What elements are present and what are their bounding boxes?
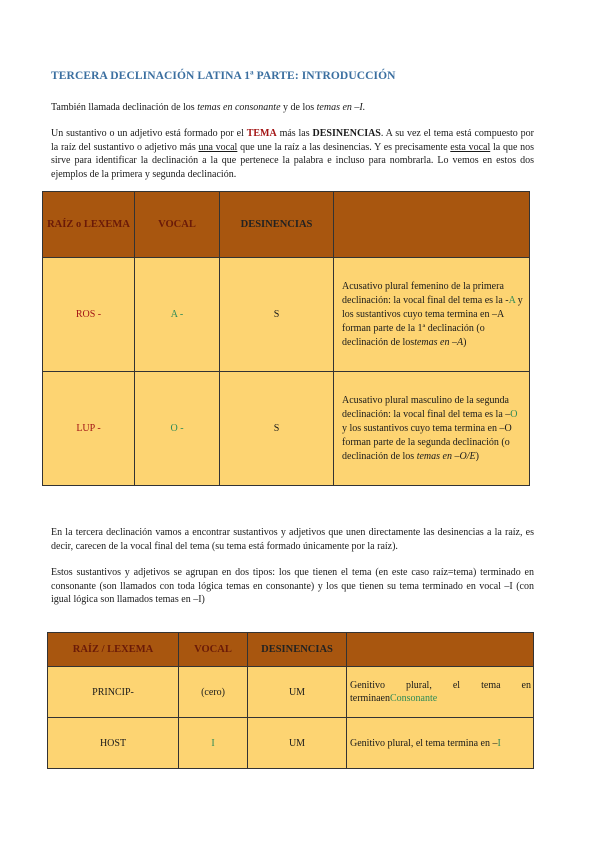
header-raiz: RAÍZ / LEXEMA <box>48 633 179 667</box>
desc-vowel: A <box>508 294 516 306</box>
desc-text: Acusativo plural femenino de la primera declinación: la vocal final del tema es la - <box>342 280 509 306</box>
raiz-cell: ROS - <box>43 258 135 372</box>
intro-text: También llamada declinación de los <box>51 102 198 113</box>
raiz-cell: LUP - <box>43 372 135 486</box>
desc-consonant: Consonante <box>389 693 438 704</box>
intro-paragraph <box>51 101 534 115</box>
table2-header-row <box>48 633 534 667</box>
intro-text-2: y de los <box>280 102 317 113</box>
tema-keyword: TEMA <box>246 128 277 139</box>
desc-text-2: y los sustantivos cuyo tema termina en –A forman parte de la 1ª declinación (o declinación de los <box>342 294 523 348</box>
def-text-c: . A su vez el tema está compuesto por la raíz del sustantivo o adjetivo más <box>51 128 534 153</box>
desc-text: Genitivo plural, el tema termina en – <box>350 737 498 749</box>
description-cell <box>347 667 534 718</box>
desc-vowel: I <box>497 737 501 749</box>
description-cell <box>334 372 530 486</box>
def-text-d: que une la raíz a las desinencias. Y es precisamente <box>237 141 451 153</box>
page-title: TERCERA DECLINACIÓN LATINA 1ª PARTE: INTRODUCCIÓN <box>51 70 396 82</box>
vocal-cell: I <box>179 718 248 769</box>
header-raiz: RAÍZ o LEXEMA <box>43 192 135 258</box>
intro-emph-2: temas en –I. <box>316 102 366 113</box>
table-row <box>48 718 534 769</box>
def-text-e: la que nos sirve para identificar la declinación a la que pertenece la palabra e incluso para nombrarla. Lo vemos en estos dos ejemplos de la primera y segunda declinación. <box>51 141 535 180</box>
header-empty <box>334 192 530 258</box>
desc-close: ) <box>463 336 467 348</box>
third-declension-paragraph: En la tercera declinación vamos a encontrar sustantivos y adjetivos que unen directamente las desinencias a la raíz, es decir, carecen de la vocal final del tema (su tema está formado únicamente por la raíz). <box>51 527 534 552</box>
table-row <box>48 667 534 718</box>
desinencia-cell: UM <box>248 718 347 769</box>
vocal-cell: A - <box>135 258 220 372</box>
desinencia-cell: S <box>220 372 334 486</box>
desc-text-2: y los sustantivos cuyo tema termina en –O forman parte de la segunda declinación (o declinación de los <box>342 422 512 462</box>
desc-close: ) <box>475 450 479 462</box>
header-empty <box>347 633 534 667</box>
declension-table-1 <box>42 191 530 486</box>
desc-text: Acusativo plural masculino de la segunda declinación: la vocal final del tema es la – <box>342 394 511 420</box>
def-text-a: Un sustantivo o un adjetivo está formado por el <box>51 128 247 139</box>
types-paragraph: Estos sustantivos y adjetivos se agrupan en dos tipos: los que tienen el tema (en este caso raíz=tema) terminado en consonante (son llamados con toda lógica temas en consonante) y los que tienen su tema terminado en vocal –I (con igual lógica son llamados temas en –I) <box>51 567 534 605</box>
esta-vocal-underlined: esta vocal <box>450 141 491 153</box>
header-desinencias: DESINENCIAS <box>220 192 334 258</box>
desc-text: Genitivo plural, el tema en terminaen <box>350 680 531 704</box>
table-row <box>43 258 530 372</box>
def-text-b: más las <box>276 128 313 139</box>
desc-italic: temas en –O/E <box>416 450 476 462</box>
declension-table-2 <box>47 632 534 769</box>
desinencia-cell: UM <box>248 667 347 718</box>
desc-vowel: O <box>510 408 518 420</box>
description-cell <box>334 258 530 372</box>
raiz-cell: HOST <box>48 718 179 769</box>
una-vocal-underlined: una vocal <box>198 141 238 153</box>
intro-emph-1: temas en consonante <box>197 102 281 113</box>
vocal-cell: O - <box>135 372 220 486</box>
vocal-cell: (cero) <box>179 667 248 718</box>
desinencias-keyword: DESINENCIAS <box>312 128 381 139</box>
desc-italic: temas en –A <box>414 336 464 348</box>
raiz-cell: PRINCIP- <box>48 667 179 718</box>
table1-header-row <box>43 192 530 258</box>
table-row <box>43 372 530 486</box>
header-vocal: VOCAL <box>135 192 220 258</box>
header-vocal: VOCAL <box>179 633 248 667</box>
definition-paragraph <box>51 127 534 181</box>
desinencia-cell: S <box>220 258 334 372</box>
description-cell <box>347 718 534 769</box>
header-desinencias: DESINENCIAS <box>248 633 347 667</box>
